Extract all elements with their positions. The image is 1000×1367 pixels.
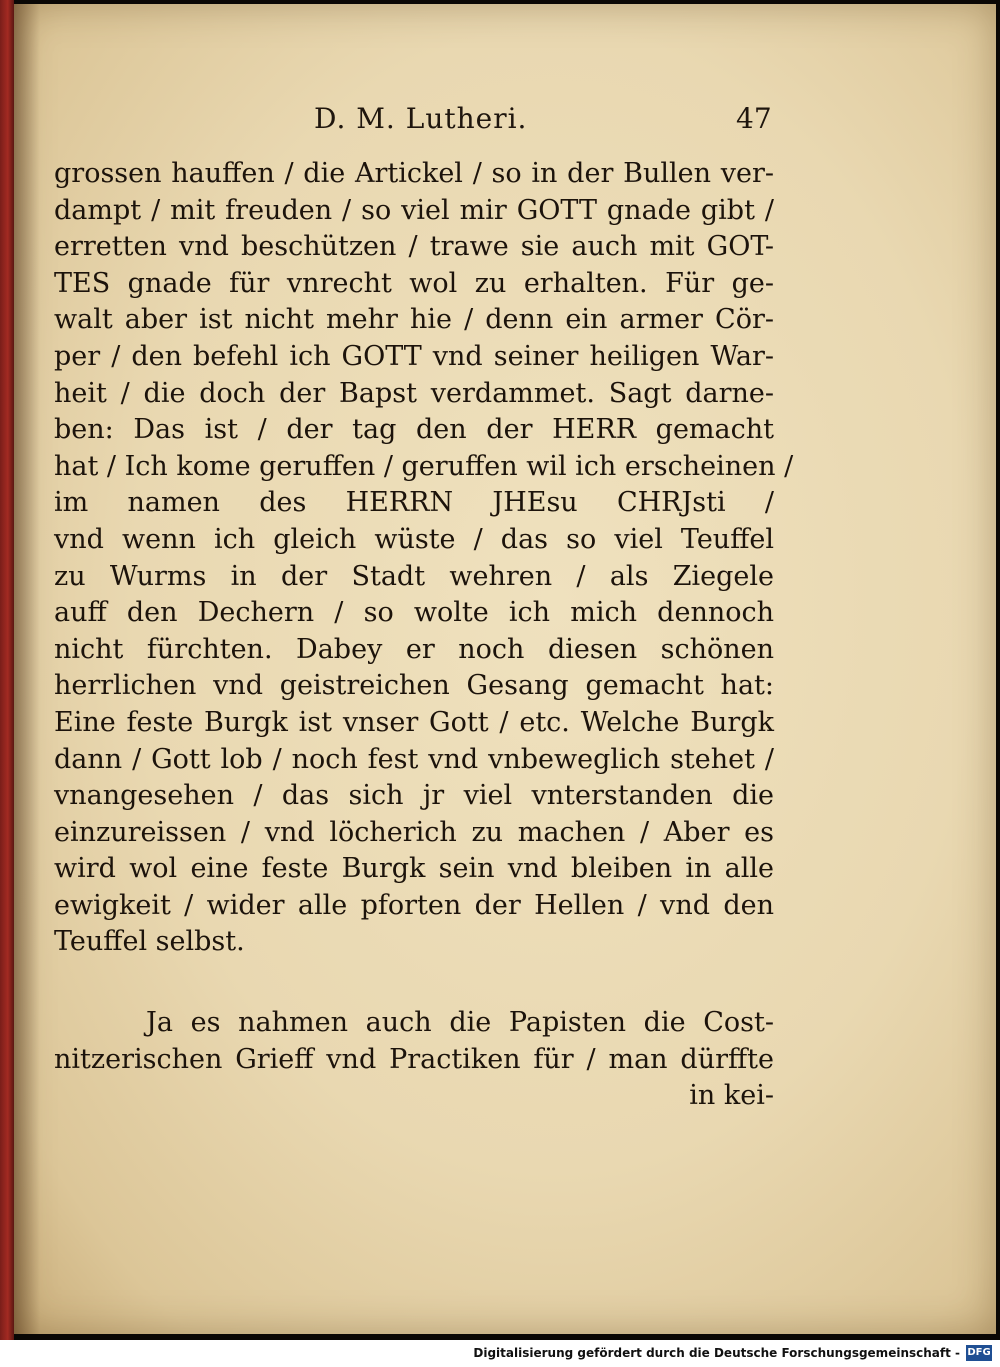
- text-line: nicht fürchten. Dabey er noch diesen schönen: [54, 633, 774, 665]
- text-line: vnd wenn ich gleich wüste / das so viel Teuffel: [54, 523, 774, 555]
- running-title: D. M. Lutheri.: [314, 102, 528, 135]
- book-spine-edge: [0, 0, 14, 1340]
- text-line: nitzerischen Grieff vnd Practiken für / man dürffte: [54, 1043, 774, 1075]
- text-line: TES gnade für vnrecht wol zu erhalten. Für ge-: [54, 267, 774, 299]
- dfg-logo: DFG: [966, 1345, 992, 1361]
- text-line: einzureissen / vnd löcherich zu machen / Aber es: [54, 816, 774, 848]
- text-line: walt aber ist nicht mehr hie / denn ein armer Cör-: [54, 304, 774, 336]
- text-line: ewigkeit / wider alle pforten der Hellen / vnd den: [54, 889, 774, 921]
- page-gutter-shadow: [14, 4, 40, 1334]
- catchword: in kei-: [689, 1080, 774, 1112]
- text-line: zu Wurms in der Stadt wehren / als Ziegele: [54, 560, 774, 592]
- text-line: dampt / mit freuden / so viel mir GOTT gnade gibt /: [54, 194, 774, 226]
- text-line: hat / Ich kome geruffen / geruffen wil ich erscheinen /: [54, 450, 794, 482]
- text-line: ben: Das ist / der tag den der HERR gemacht: [54, 414, 774, 446]
- text-line: auff den Dechern / so wolte ich mich dennoch: [54, 597, 774, 629]
- text-line: Teuffel selbst.: [54, 926, 245, 958]
- text-line: dann / Gott lob / noch fest vnd vnbeweglich stehet /: [54, 743, 774, 775]
- text-line: Eine feste Burgk ist vnser Gott / etc. Welche Burgk: [54, 706, 774, 738]
- text-line: erretten vnd beschützen / trawe sie auch mit GOT-: [54, 231, 774, 263]
- text-line: im namen des HERRN JHEsu CHRJsti /: [54, 487, 774, 519]
- text-line: wird wol eine feste Burgk sein vnd bleiben in alle: [54, 853, 774, 885]
- text-line: heit / die doch der Bapst verdammet. Sagt darne-: [54, 377, 774, 409]
- funding-credit: Digitalisierung gefördert durch die Deutsche Forschungsgemeinschaft -: [473, 1346, 960, 1360]
- digitization-footer: [0, 1340, 1000, 1367]
- book-page: [14, 4, 996, 1334]
- page-number: 47: [736, 102, 772, 135]
- running-head: [14, 96, 996, 146]
- text-block: [54, 156, 794, 1115]
- text-line: vnangesehen / das sich jr viel vnterstanden die: [54, 780, 774, 812]
- text-line: grossen hauffen / die Artickel / so in der Bullen ver-: [54, 158, 774, 189]
- text-line: herrlichen vnd geistreichen Gesang gemacht hat:: [54, 670, 774, 702]
- text-line: per / den befehl ich GOTT vnd seiner heiligen War-: [54, 340, 774, 372]
- text-line: Ja es nahmen auch die Papisten die Cost-: [146, 1007, 774, 1039]
- paragraph-gap: [54, 961, 774, 1005]
